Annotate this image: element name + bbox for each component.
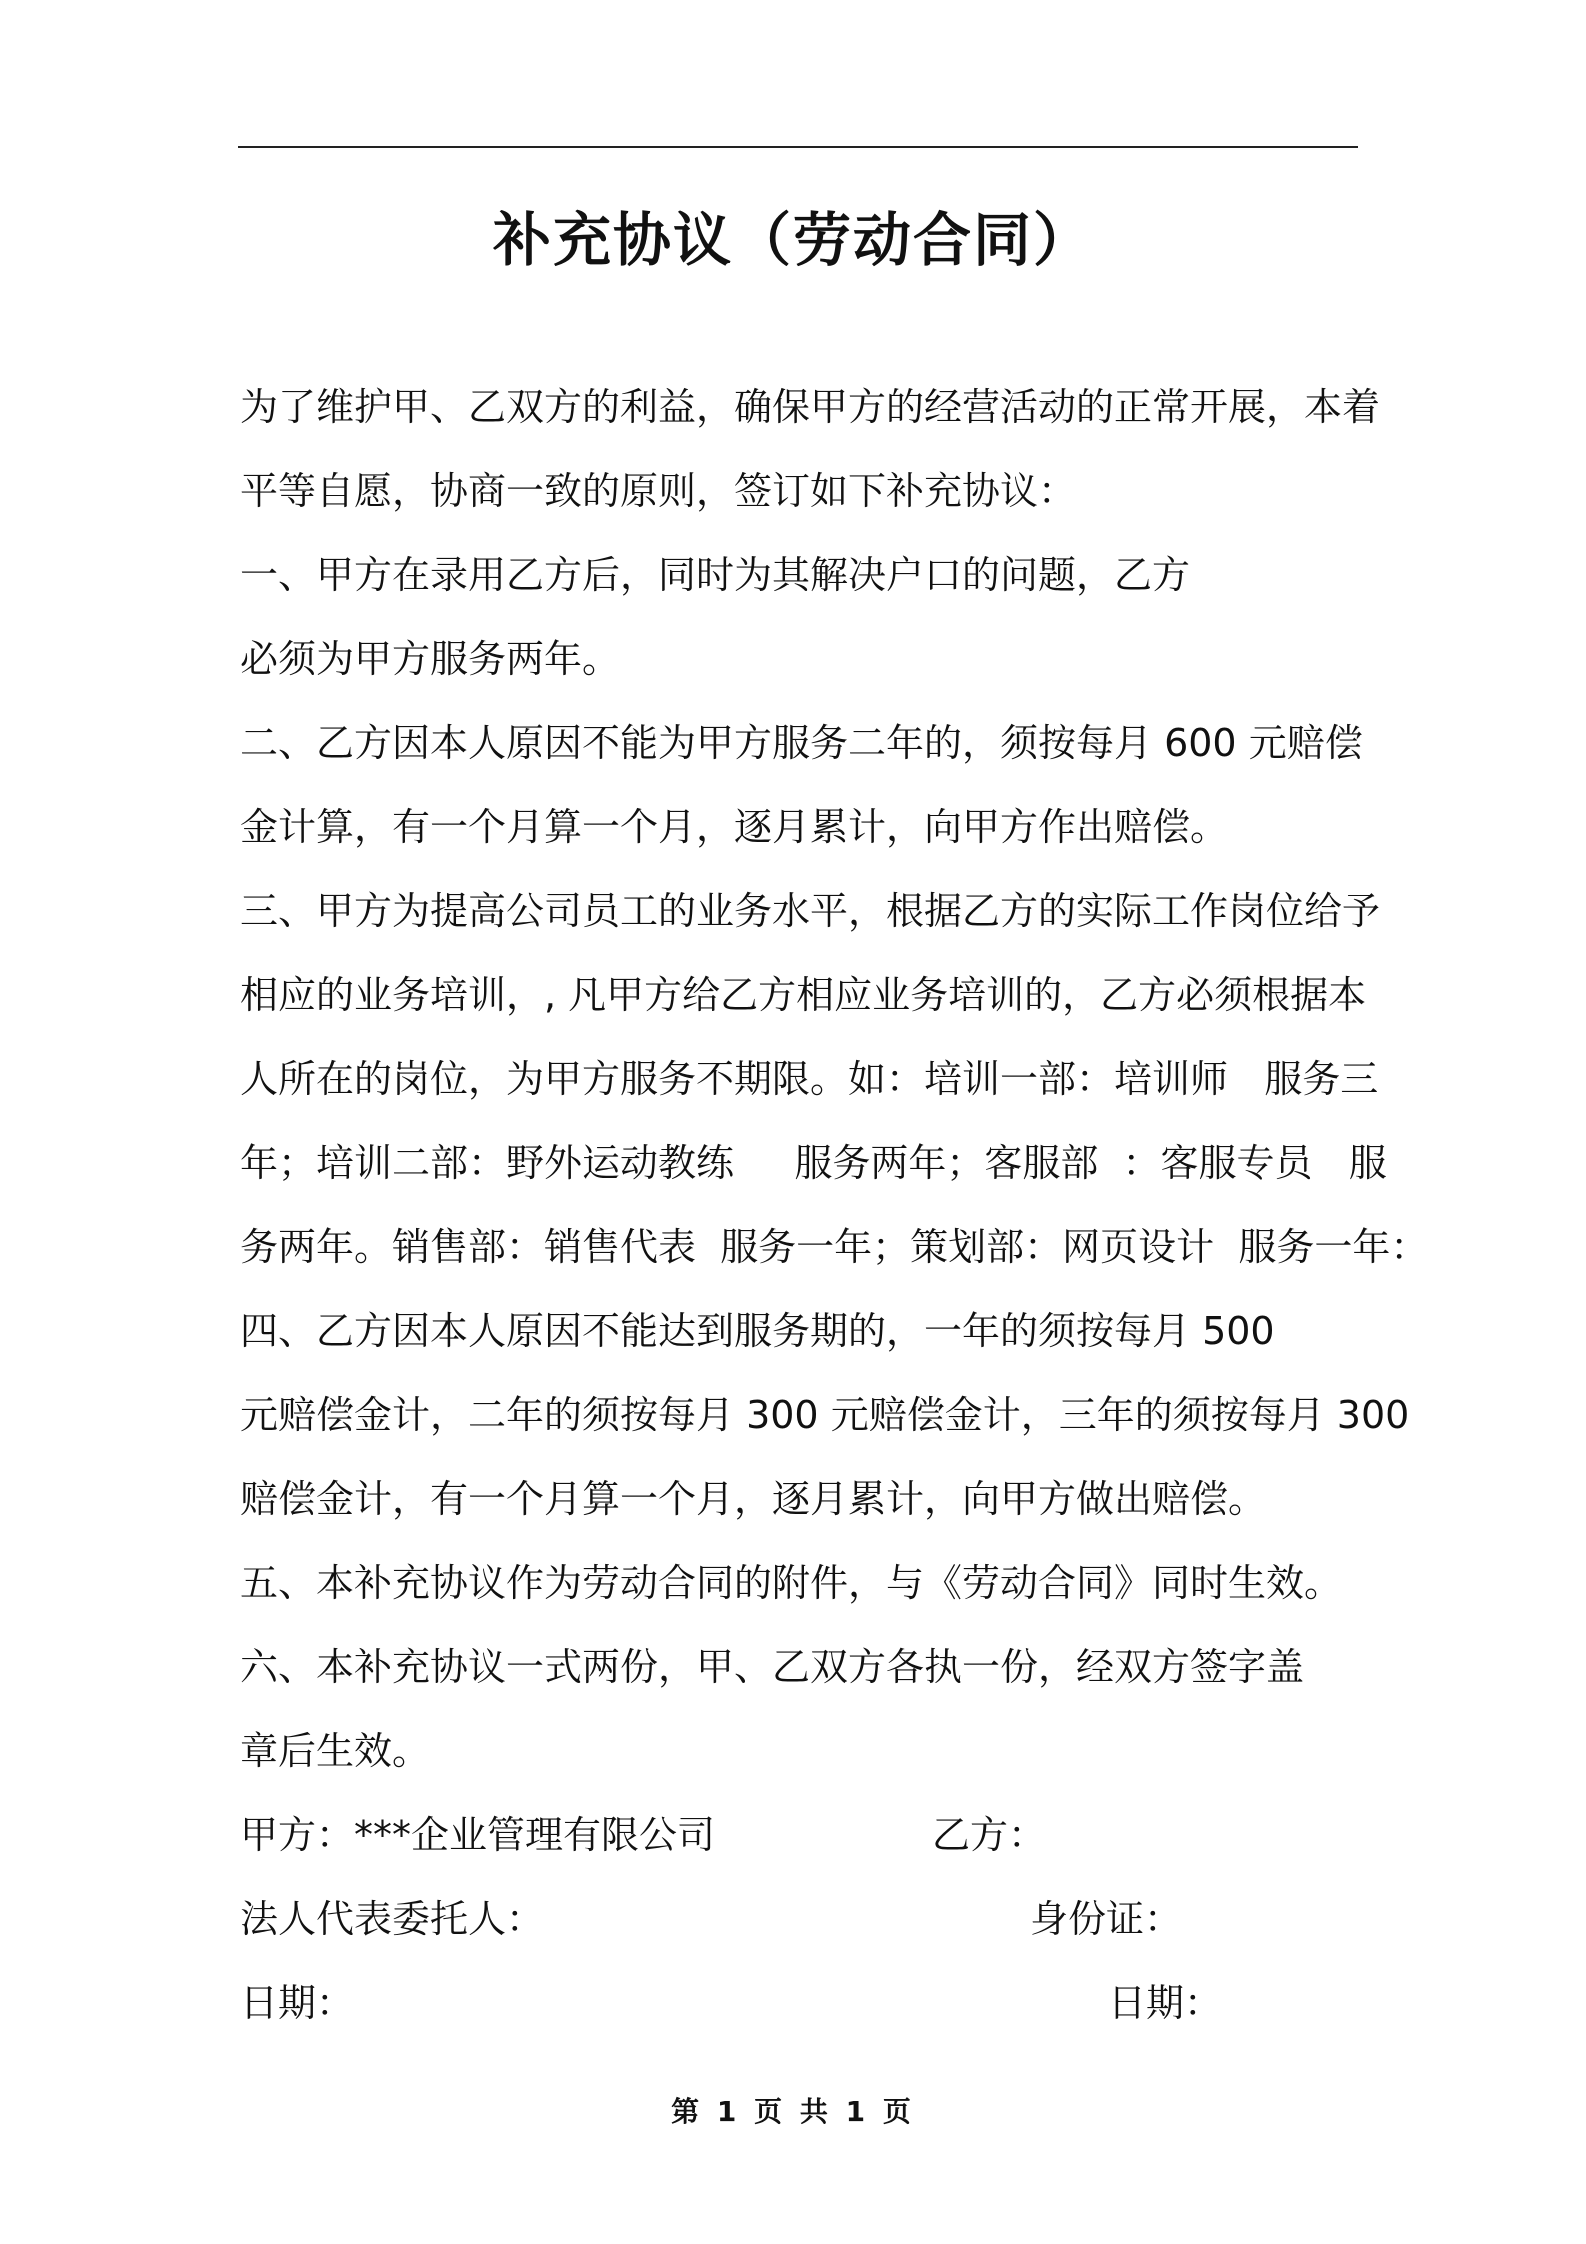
clause-1-line-1: 一、甲方在录用乙方后，同时为其解决户口的问题，乙方	[240, 553, 1191, 597]
party-b-label: 乙方：	[932, 1813, 1047, 1857]
header-rule	[238, 146, 1358, 148]
clause-4-line-2: 元赔偿金计，二年的须按每月 300 元赔偿金计，三年的须按每月 300	[240, 1393, 1410, 1437]
id-card-label: 身份证：	[1030, 1897, 1183, 1941]
legal-representative-label: 法人代表委托人：	[240, 1897, 545, 1941]
document-title: 补充协议（劳动合同）	[492, 206, 1093, 274]
clause-4-line-3: 赔偿金计，有一个月算一个月，逐月累计，向甲方做出赔偿。	[240, 1477, 1267, 1521]
clause-3-line-3: 人所在的岗位，为甲方服务不期限。如：培训一部：培训师 服务三	[240, 1057, 1379, 1101]
clause-6-line-1: 六、本补充协议一式两份，甲、乙双方各执一份，经双方签字盖	[240, 1645, 1305, 1689]
intro-line-2: 平等自愿，协商一致的原则，签订如下补充协议：	[240, 469, 1077, 513]
clause-2-line-1: 二、乙方因本人原因不能为甲方服务二年的，须按每月 600 元赔偿	[240, 721, 1363, 765]
clause-3-line-2: 相应的业务培训，, 凡甲方给乙方相应业务培训的，乙方必须根据本	[240, 973, 1367, 1017]
intro-line-1: 为了维护甲、乙双方的利益，确保甲方的经营活动的正常开展，本着	[240, 385, 1381, 429]
party-a-label: 甲方：***企业管理有限公司	[240, 1813, 716, 1857]
clause-1-line-2: 必须为甲方服务两年。	[240, 637, 621, 681]
date-a-label: 日期：	[240, 1981, 355, 2025]
date-b-label: 日期：	[1108, 1981, 1223, 2025]
clause-2-line-2: 金计算，有一个月算一个月，逐月累计，向甲方作出赔偿。	[240, 805, 1229, 849]
clause-5-line-1: 五、本补充协议作为劳动合同的附件，与《劳动合同》同时生效。	[240, 1561, 1343, 1605]
page-footer: 第 1 页 共 1 页	[671, 2095, 915, 2128]
clause-3-line-5: 务两年。销售部：销售代表 服务一年；策划部：网页设计 服务一年：	[240, 1225, 1429, 1269]
clause-3-line-4: 年；培训二部：野外运动教练 服务两年；客服部 ：客服专员 服	[240, 1141, 1387, 1185]
clause-3-line-1: 三、甲方为提高公司员工的业务水平，根据乙方的实际工作岗位给予	[240, 889, 1381, 933]
clause-4-line-1: 四、乙方因本人原因不能达到服务期的，一年的须按每月 500	[240, 1309, 1275, 1353]
clause-6-line-2: 章后生效。	[240, 1729, 431, 1773]
